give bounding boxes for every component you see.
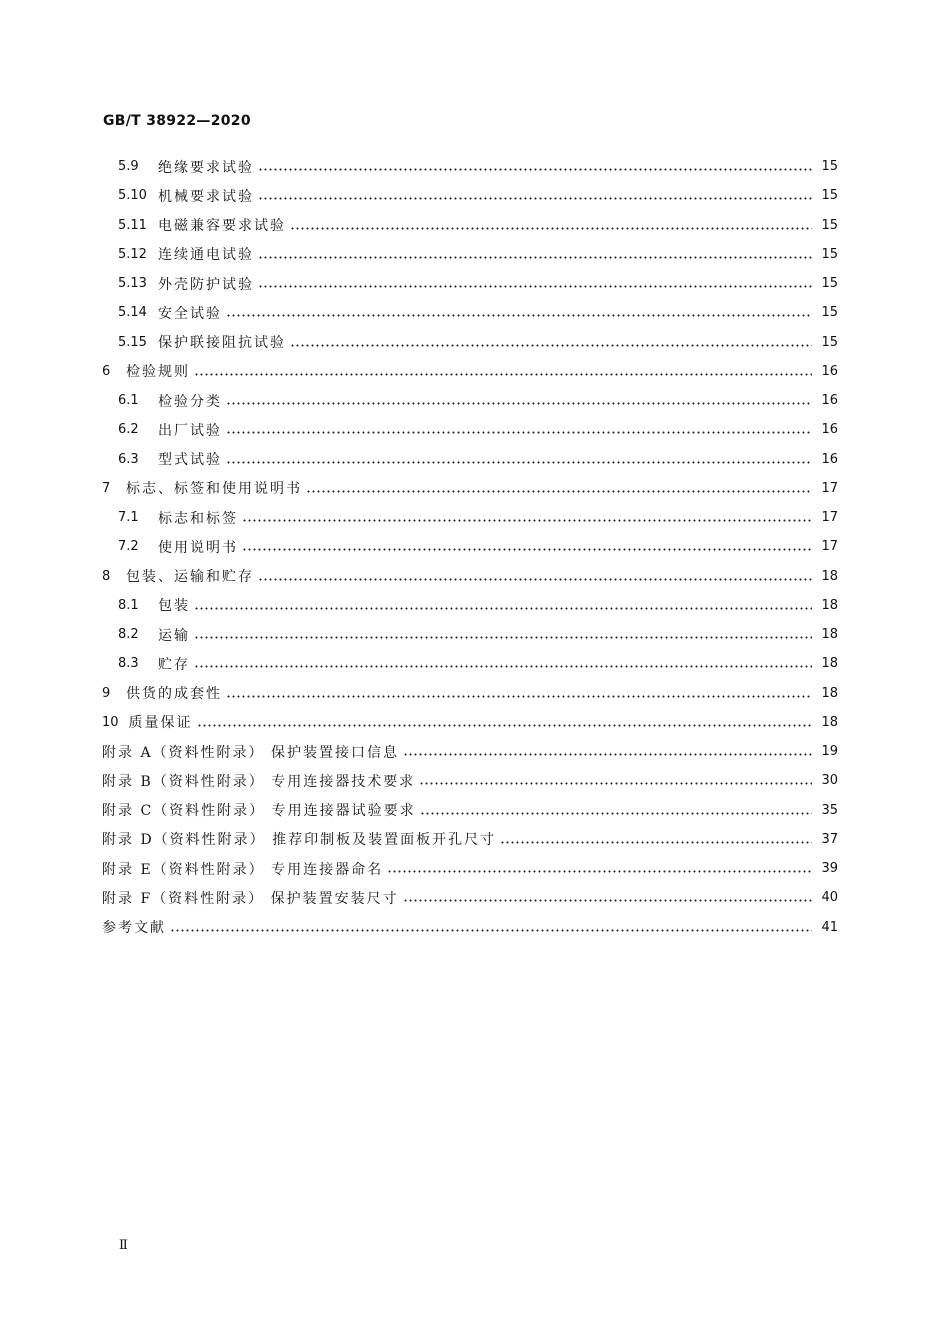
toc-entry[interactable] [102,591,838,620]
toc-dot-leader [258,285,812,288]
toc-entry-title: 参考文献 [102,920,166,937]
toc-entry-page: 37 [821,831,838,847]
toc-entry-number: 5.9 [118,159,139,175]
toc-entry-page: 17 [821,539,838,555]
toc-entry-page: 40 [821,890,838,906]
toc-dot-leader [197,724,812,727]
toc-dot-leader [226,314,812,317]
toc-entry-page: 15 [821,159,838,175]
toc-entry[interactable] [102,269,838,298]
toc-entry-page: 15 [821,246,838,262]
toc-entry[interactable] [102,240,838,269]
toc-dot-leader [420,812,812,815]
toc-entry-page: 19 [821,744,838,760]
toc-entry[interactable] [102,737,838,766]
toc-dot-leader [403,753,812,756]
toc-dot-leader [242,548,812,551]
toc-entry-page: 18 [821,627,838,643]
toc-entry[interactable] [102,620,838,649]
toc-entry[interactable] [102,796,838,825]
toc-entry-title: 机械要求试验 [158,188,254,205]
toc-entry-title: 外壳防护试验 [158,276,254,293]
toc-dot-leader [194,636,812,639]
toc-entry-number: 5.11 [118,217,147,233]
toc-dot-leader [194,373,812,376]
toc-entry-page: 15 [821,334,838,350]
toc-entry-page: 16 [821,363,838,379]
toc-entry-title: 型式试验 [158,452,222,469]
toc-dot-leader [387,870,812,873]
toc-entry-number: 8.3 [118,656,139,672]
toc-entry-title: 保护联接阻抗试验 [158,335,286,352]
toc-dot-leader [242,519,812,522]
toc-entry-number: 6.2 [118,422,139,438]
toc-entry-title: 包装、运输和贮存 [126,569,254,586]
toc-entry-title: 出厂试验 [158,422,222,439]
table-of-contents [102,152,838,942]
toc-entry-page: 18 [821,568,838,584]
toc-entry-title: 附录 B（资料性附录） 专用连接器技术要求 [102,773,416,790]
toc-entry-number: 7.2 [118,539,139,555]
toc-dot-leader [226,431,812,434]
toc-entry-title: 运输 [158,627,190,644]
toc-entry-number: 6.1 [118,393,139,409]
toc-dot-leader [258,256,812,259]
toc-entry-number: 7.1 [118,510,139,526]
toc-entry-number: 5.13 [118,276,147,292]
toc-entry-page: 16 [821,451,838,467]
toc-entry-title: 附录 D（资料性附录） 推荐印制板及装置面板开孔尺寸 [102,832,497,849]
toc-entry[interactable] [102,913,838,942]
toc-entry-title: 供货的成套性 [126,686,222,703]
toc-entry[interactable] [102,181,838,210]
toc-entry-number: 7 [102,480,111,496]
toc-entry-number: 10 [102,714,119,730]
toc-dot-leader [194,607,812,610]
toc-dot-leader [290,344,812,347]
toc-entry[interactable] [102,562,838,591]
toc-dot-leader [226,402,812,405]
toc-entry-number: 6.3 [118,451,139,467]
toc-entry-page: 16 [821,422,838,438]
toc-entry-title: 附录 C（资料性附录） 专用连接器试验要求 [102,803,416,820]
toc-entry[interactable] [102,328,838,357]
toc-entry-page: 30 [821,773,838,789]
document-header: GB/T 38922—2020 [103,113,251,129]
toc-dot-leader [258,197,812,200]
toc-entry-title: 包装 [158,598,190,615]
toc-entry-number: 8.1 [118,597,139,613]
toc-entry-title: 附录 E（资料性附录） 专用连接器命名 [102,861,384,878]
toc-entry-title: 标志和标签 [158,510,238,527]
toc-entry[interactable] [102,386,838,415]
toc-entry-page: 15 [821,276,838,292]
toc-entry-number: 8 [102,568,111,584]
toc-entry-number: 5.14 [118,305,147,321]
toc-entry[interactable] [102,708,838,737]
toc-entry-page: 16 [821,393,838,409]
toc-entry-page: 41 [821,919,838,935]
toc-dot-leader [258,578,812,581]
toc-entry-page: 18 [821,656,838,672]
toc-entry[interactable] [102,357,838,386]
toc-entry-title: 绝缘要求试验 [158,159,254,176]
toc-entry-title: 连续通电试验 [158,247,254,264]
toc-entry-page: 17 [821,510,838,526]
toc-entry-number: 9 [102,685,111,701]
toc-entry-title: 质量保证 [128,715,193,732]
toc-entry[interactable] [102,298,838,327]
toc-entry[interactable] [102,503,838,532]
toc-entry-page: 39 [821,861,838,877]
toc-entry[interactable] [102,825,838,854]
toc-entry-number: 5.15 [118,334,147,350]
toc-entry-page: 15 [821,188,838,204]
toc-dot-leader [194,665,812,668]
toc-entry-title: 标志、标签和使用说明书 [126,481,302,498]
toc-entry-number: 8.2 [118,627,139,643]
toc-dot-leader [226,695,812,698]
toc-entry[interactable] [102,854,838,883]
toc-entry-title: 检验规则 [126,364,190,381]
toc-entry-page: 18 [821,714,838,730]
toc-dot-leader [258,168,812,171]
toc-entry[interactable] [102,152,838,181]
toc-entry-page: 18 [821,685,838,701]
toc-entry-title: 电磁兼容要求试验 [158,218,286,235]
toc-entry-title: 附录 A（资料性附录） 保护装置接口信息 [102,744,400,761]
page-number: Ⅱ [119,1238,128,1253]
toc-entry-page: 35 [821,802,838,818]
toc-entry-number: 5.12 [118,246,147,262]
toc-entry-title: 检验分类 [158,393,222,410]
toc-entry[interactable] [102,679,838,708]
toc-entry[interactable] [102,445,838,474]
toc-entry-title: 贮存 [158,656,190,673]
toc-dot-leader [290,227,812,230]
toc-entry-page: 15 [821,217,838,233]
toc-entry[interactable] [102,415,838,444]
toc-dot-leader [403,899,812,902]
toc-entry[interactable] [102,474,838,503]
toc-dot-leader [170,929,812,932]
toc-dot-leader [500,841,812,844]
toc-entry-title: 附录 F（资料性附录） 保护装置安装尺寸 [102,890,399,907]
toc-entry-page: 17 [821,480,838,496]
toc-entry[interactable] [102,883,838,912]
toc-entry-title: 使用说明书 [158,539,238,556]
toc-dot-leader [306,490,812,493]
toc-entry[interactable] [102,766,838,795]
toc-entry-number: 5.10 [118,188,147,204]
toc-dot-leader [226,461,812,464]
toc-entry[interactable] [102,211,838,240]
toc-entry[interactable] [102,532,838,561]
toc-entry-number: 6 [102,363,111,379]
toc-entry-title: 安全试验 [158,305,222,322]
toc-dot-leader [419,782,812,785]
toc-entry[interactable] [102,649,838,678]
toc-entry-page: 15 [821,305,838,321]
toc-entry-page: 18 [821,597,838,613]
